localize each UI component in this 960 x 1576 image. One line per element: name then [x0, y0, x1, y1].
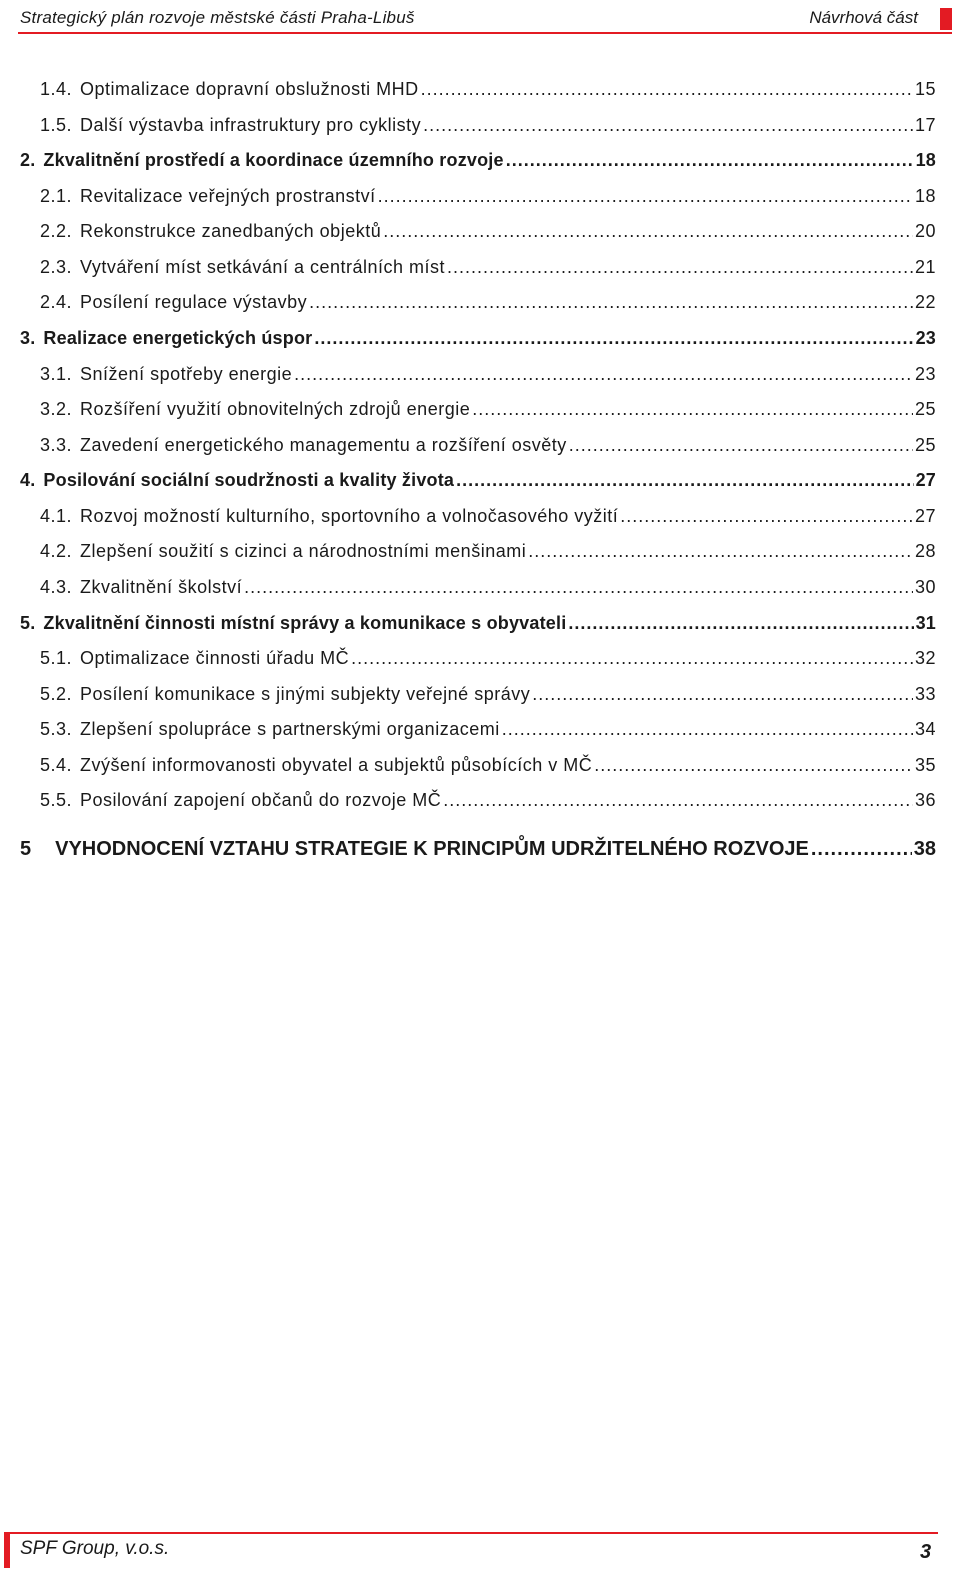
toc-entry-number: 3.2.	[40, 399, 73, 419]
toc-entry[interactable]	[40, 790, 936, 816]
toc-entry-title: Realizace energetických úspor	[43, 328, 313, 348]
toc-section[interactable]	[20, 328, 936, 354]
toc-entry-number: 1.4.	[40, 79, 73, 99]
toc-entry[interactable]	[40, 684, 936, 710]
toc-entry-title: Posílení regulace výstavby	[80, 292, 308, 312]
toc-entry-title: Posilování sociální soudržnosti a kvality života	[43, 470, 455, 490]
toc-entry-number: 1.5.	[40, 115, 73, 135]
header-section-label: Návrhová část	[809, 8, 918, 27]
toc-entry-number: 4.3.	[40, 577, 73, 597]
toc-leader-dots	[568, 613, 913, 634]
toc-entry[interactable]	[40, 541, 936, 567]
toc-entry-number: 5.3.	[40, 719, 73, 739]
toc-chapter[interactable]	[20, 838, 936, 864]
toc-entry-number: 2.4.	[40, 292, 73, 312]
toc-leader-dots	[528, 541, 913, 562]
toc-entry-page: 30	[914, 577, 936, 597]
toc-entry-title: Rozšíření využití obnovitelných zdrojů energie	[80, 399, 471, 419]
toc-entry-number: 5.2.	[40, 684, 73, 704]
toc-entry-number: 5.	[20, 613, 36, 633]
toc-leader-dots	[351, 648, 913, 669]
toc-entry-number: 2.1.	[40, 186, 73, 206]
toc-entry-title: Posílení komunikace s jinými subjekty veřejné správy	[80, 684, 531, 704]
toc-leader-dots	[620, 506, 913, 527]
toc-entry[interactable]	[40, 364, 936, 390]
toc-entry-page: 33	[914, 684, 936, 704]
toc-entry-page: 36	[914, 790, 936, 810]
toc-entry[interactable]	[40, 755, 936, 781]
toc-leader-dots	[472, 399, 913, 420]
toc-entry-title: Zkvalitnění prostředí a koordinace územního rozvoje	[43, 150, 504, 170]
toc-leader-dots	[383, 221, 913, 242]
toc-chapter-title: VYHODNOCENÍ VZTAHU STRATEGIE K PRINCIPŮM UDRŽITELNÉHO ROZVOJE	[55, 838, 809, 860]
toc-entry-page: 25	[914, 399, 936, 419]
toc-entry-page: 15	[914, 79, 936, 99]
header-document-title: Strategický plán rozvoje městské části Praha-Libuš	[20, 8, 415, 27]
toc-leader-dots	[443, 790, 913, 811]
toc-leader-dots	[456, 470, 913, 491]
toc-entry-page: 23	[914, 364, 936, 384]
toc-entry-title: Další výstavba infrastruktury pro cyklisty	[80, 115, 422, 135]
toc-leader-dots	[811, 838, 912, 861]
toc-leader-dots	[447, 257, 913, 278]
toc-entry[interactable]	[40, 719, 936, 745]
toc-entry-page: 21	[914, 257, 936, 277]
toc-entry-title: Rozvoj možností kulturního, sportovního a volnočasového vyžití	[80, 506, 619, 526]
toc-entry[interactable]	[40, 435, 936, 461]
toc-leader-dots	[506, 150, 914, 171]
toc-entry-number: 5.4.	[40, 755, 73, 775]
toc-entry[interactable]	[40, 399, 936, 425]
toc-entry-number: 2.	[20, 150, 36, 170]
toc-entry-title: Optimalizace činnosti úřadu MČ	[80, 648, 350, 668]
toc-entry[interactable]	[40, 577, 936, 603]
toc-entry-number: 2.2.	[40, 221, 73, 241]
toc-entry-number: 4.2.	[40, 541, 73, 561]
toc-leader-dots	[314, 328, 913, 349]
toc-entry-number: 3.3.	[40, 435, 73, 455]
toc-entry-title: Rekonstrukce zanedbaných objektů	[80, 221, 382, 241]
toc-entry-title: Optimalizace dopravní obslužnosti MHD	[80, 79, 419, 99]
toc-entry-title: Zkvalitnění činnosti místní správy a komunikace s obyvateli	[43, 613, 567, 633]
toc-leader-dots	[502, 719, 913, 740]
toc-leader-dots	[294, 364, 913, 385]
toc-chapter-page: 38	[913, 838, 936, 860]
toc-entry-number: 4.	[20, 470, 36, 490]
page-number: 3	[920, 1541, 932, 1563]
toc-entry-title: Zkvalitnění školství	[80, 577, 243, 597]
toc-leader-dots	[569, 435, 913, 456]
toc-entry-page: 18	[914, 186, 936, 206]
toc-entry-number: 2.3.	[40, 257, 73, 277]
toc-entry[interactable]	[40, 115, 936, 141]
toc-entry-title: Zvýšení informovanosti obyvatel a subjektů působících v MČ	[80, 755, 593, 775]
toc-entry-page: 18	[915, 150, 936, 170]
toc-entry-number: 4.1.	[40, 506, 73, 526]
toc-section[interactable]	[20, 470, 936, 496]
toc-entry-page: 28	[914, 541, 936, 561]
footer-company: SPF Group, v.o.s.	[20, 1538, 170, 1559]
toc-entry-page: 34	[914, 719, 936, 739]
toc-entry[interactable]	[40, 506, 936, 532]
toc-entry[interactable]	[40, 79, 936, 105]
footer-rule	[4, 1532, 938, 1534]
toc-leader-dots	[423, 115, 913, 136]
toc-entry-page: 23	[915, 328, 936, 348]
toc-entry[interactable]	[40, 186, 936, 212]
toc-entry-number: 3.	[20, 328, 36, 348]
toc-entry-page: 32	[914, 648, 936, 668]
toc-entry-page: 22	[914, 292, 936, 312]
toc-section[interactable]	[20, 150, 936, 176]
toc-entry-page: 20	[914, 221, 936, 241]
toc-entry-title: Zlepšení spolupráce s partnerskými organizacemi	[80, 719, 500, 739]
footer-accent-block	[4, 1532, 10, 1568]
toc-entry-number: 5.5.	[40, 790, 73, 810]
toc-entry-title: Vytváření míst setkávání a centrálních míst	[80, 257, 445, 277]
toc-entry-title: Zlepšení soužití s cizinci a národnostními menšinami	[80, 541, 527, 561]
toc-leader-dots	[309, 292, 913, 313]
toc-entry-page: 35	[914, 755, 936, 775]
toc-entry-page: 25	[914, 435, 936, 455]
toc-entry-page: 17	[914, 115, 936, 135]
toc-section[interactable]	[20, 613, 936, 639]
toc-entry-page: 31	[915, 613, 936, 633]
toc-entry-title: Snížení spotřeby energie	[80, 364, 293, 384]
toc-entry-number: 3.1.	[40, 364, 73, 384]
toc-entry[interactable]	[40, 221, 936, 247]
toc-entry-page: 27	[914, 506, 936, 526]
toc-leader-dots	[421, 79, 913, 100]
toc-entry[interactable]	[40, 292, 936, 318]
toc-entry-title: Posilování zapojení občanů do rozvoje MČ	[80, 790, 442, 810]
toc-entry-number: 5.1.	[40, 648, 73, 668]
toc-chapter-number: 5	[20, 838, 32, 860]
toc-leader-dots	[532, 684, 913, 705]
toc-entry[interactable]	[40, 648, 936, 674]
toc-entry-title: Revitalizace veřejných prostranství	[80, 186, 376, 206]
toc-leader-dots	[378, 186, 913, 207]
toc-entry-title: Zavedení energetického managementu a rozšíření osvěty	[80, 435, 567, 455]
toc-entry-page: 27	[915, 470, 936, 490]
toc-leader-dots	[594, 755, 913, 776]
toc-entry[interactable]	[40, 257, 936, 283]
toc-leader-dots	[244, 577, 913, 598]
